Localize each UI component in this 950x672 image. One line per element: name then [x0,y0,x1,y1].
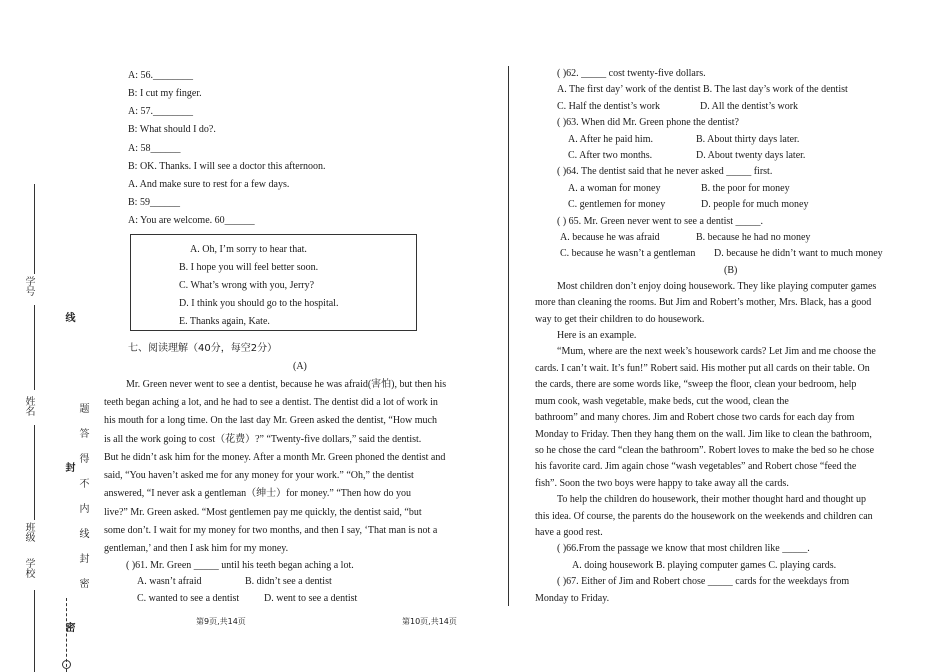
question-61: ( )61. Mr. Green _____ until his teeth began aching a lot. [126,560,354,571]
part-a-heading: (A) [293,361,307,372]
passage-a-line: is all the work going to cost（花费）?” “Twenty-five dollars,” said the dentist. [104,434,422,445]
punch-hole [62,660,71,669]
q66-options: A. doing housework B. playing computer games C. playing cards. [572,560,837,571]
passage-b-line: Monday to Friday. Then they hang them on the wall. Jim like to clean the bathroom, [535,429,872,440]
q65-option-d: D. because he didn’t want to much money [714,248,883,259]
passage-b-line: bathroom” and many chores. Jim and Robert chose two cards for each day from [535,412,855,423]
dialog-line: A: You are welcome. 60______ [128,215,255,226]
q61-option-a: A. wasn’t afraid [137,576,202,587]
passage-a-line: answered, “I never ask a gentleman（绅士）for money.” “Then how do you [104,488,412,499]
q63-option-d: D. About twenty days later. [696,150,806,161]
binding-line-3 [34,425,35,520]
passage-b-line: Most children don’t enjoy doing housework. They like playing computer games [557,281,877,292]
q65-option-b: B. because he had no money [696,232,811,243]
passage-b-line: so he chose the card “clean the bathroom”. Robert loves to make the bed so he chose [535,445,875,456]
question-67-cont: Monday to Friday. [535,593,610,604]
q63-option-c: C. After two months. [568,150,653,161]
class-label: 班级 [23,522,34,542]
line-mark: 线 [63,312,74,322]
q65-option-a: A. because he was afraid [560,232,660,243]
q65-option-c: C. because he wasn’t a gentleman [560,248,696,259]
page-number-right: 第10页,共14页 [402,617,457,626]
q62-option-c: C. Half the dentist’s work [557,101,661,112]
question-62: ( )62. _____ cost twenty-five dollars. [557,68,706,79]
q61-option-b: B. didn’t see a dentist [245,576,332,587]
passage-b-line: “Mum, where are the next week’s housework cards? Let Jim and me choose the [557,346,876,357]
q62-options-ab: A. The first day’ work of the dentist B. The last day’s work of the dentist [557,84,848,95]
q64-option-d: D. people for much money [701,199,809,210]
option-d: D. I think you should go to the hospital. [179,298,339,309]
no-answer-warning: 题答得不内线封密 [77,403,88,603]
question-66: ( )66.From the passage we know that most children like _____. [557,543,810,554]
passage-b-line: To help the children do housework, their mother thought hard and thought up [557,494,866,505]
binding-line-2 [34,305,35,390]
student-id-label: 学号 [23,276,34,296]
passage-a-line: gentleman,’ and then I ask him for my money. [104,543,289,554]
passage-a-line: said, “You haven’t asked me for any money for your work.” “Oh,” the dentist [104,470,414,481]
option-c: C. What’s wrong with you, Jerry? [179,280,315,291]
dialog-line: A. And make sure to rest for a few days. [128,179,290,190]
passage-a-line: live?” Mr. Green asked. “Most gentlemen pay me quickly, the dentist said, “but [104,507,422,518]
passage-a-line: some don’t. I wait for my money for two months, and then I say, ‘That man is not a [104,525,438,536]
question-63: ( )63. When did Mr. Green phone the dentist? [557,117,739,128]
passage-b-line: cards. I can’t wait. It’s fun!” Robert said. His mother put all cards on their table. On [535,363,870,374]
secret-mark: 密 [63,622,74,632]
passage-b-line: his favorite card. Jim again chose “wash vegetables” and Robert chose “feed the [535,461,857,472]
part-b-heading: (B) [724,265,738,276]
passage-a-line: Mr. Green never went to see a dentist, because he was afraid(害怕), but then his [126,379,447,390]
passage-b-line: mum cook, wash vegetable, make beds, cut the wood, clean the [535,396,789,407]
page-number-left: 第9页,共14页 [196,617,246,626]
option-b: B. I hope you will feel better soon. [179,262,319,273]
option-e: E. Thanks again, Kate. [179,316,270,327]
binding-line-4 [34,590,35,672]
dialog-line: A: 58______ [128,143,181,154]
q61-option-c: C. wanted to see a dentist [137,593,240,604]
option-a: A. Oh, I’m sorry to hear that. [190,244,307,255]
q63-option-b: B. About thirty days later. [696,134,800,145]
passage-b-line: the cards, there are some words like, “sweep the floor, clean your bedroom, help [535,379,857,390]
page-divider [508,66,509,606]
q64-option-a: A. a woman for money [568,183,661,194]
dialog-line: B: OK. Thanks. I will see a doctor this afternoon. [128,161,326,172]
binding-line-top [34,184,35,274]
passage-a-line: teeth began aching a lot, and he had to see a dentist. The dentist did a lot of work in [104,397,438,408]
question-64: ( )64. The dentist said that he never asked _____ first. [557,166,773,177]
q62-option-d: D. All the dentist’s work [700,101,799,112]
dialog-line: B: 59______ [128,197,180,208]
question-65: ( ) 65. Mr. Green never went to see a dentist _____. [557,216,764,227]
dialog-line: B: I cut my finger. [128,88,202,99]
passage-b-line: have a good rest. [535,527,603,538]
q64-option-b: B. the poor for money [701,183,790,194]
question-67: ( )67. Either of Jim and Robert chose _____ cards for the weekdays from [557,576,850,587]
section-title: 七、阅读理解（40分，每空2分） [128,343,278,354]
passage-b-line: fish”. Soon the two boys were happy to take away all the cards. [535,478,789,489]
dialog-line: A: 56.________ [128,70,193,81]
passage-b-line: way to get their children to do housework. [535,314,705,325]
q64-option-c: C. gentlemen for money [568,199,666,210]
q61-option-d: D. went to see a dentist [264,593,358,604]
passage-b-line: more than cleaning the rooms. But Jim and Robert’s mother, Mrs. Black, has a good [535,297,872,308]
passage-b-line: this idea. Of course, the parents do the housework on the weekends and children can [535,511,873,522]
options-box [130,234,417,331]
passage-b-line: Here is an example. [557,330,637,341]
passage-a-line: his mouth for a long time. On the last day Mr. Green asked the dentist, “How much [104,415,437,426]
q63-option-a: A. After he paid him. [568,134,653,145]
dialog-line: A: 57.________ [128,106,193,117]
dialog-line: B: What should I do?. [128,124,216,135]
passage-a-line: But he didn’t ask him for the money. After a month Mr. Green phoned the dentist and [104,452,446,463]
name-label: 姓名 [23,396,34,416]
school-label: 学校 [23,558,34,578]
seal-mark: 封 [63,462,74,472]
